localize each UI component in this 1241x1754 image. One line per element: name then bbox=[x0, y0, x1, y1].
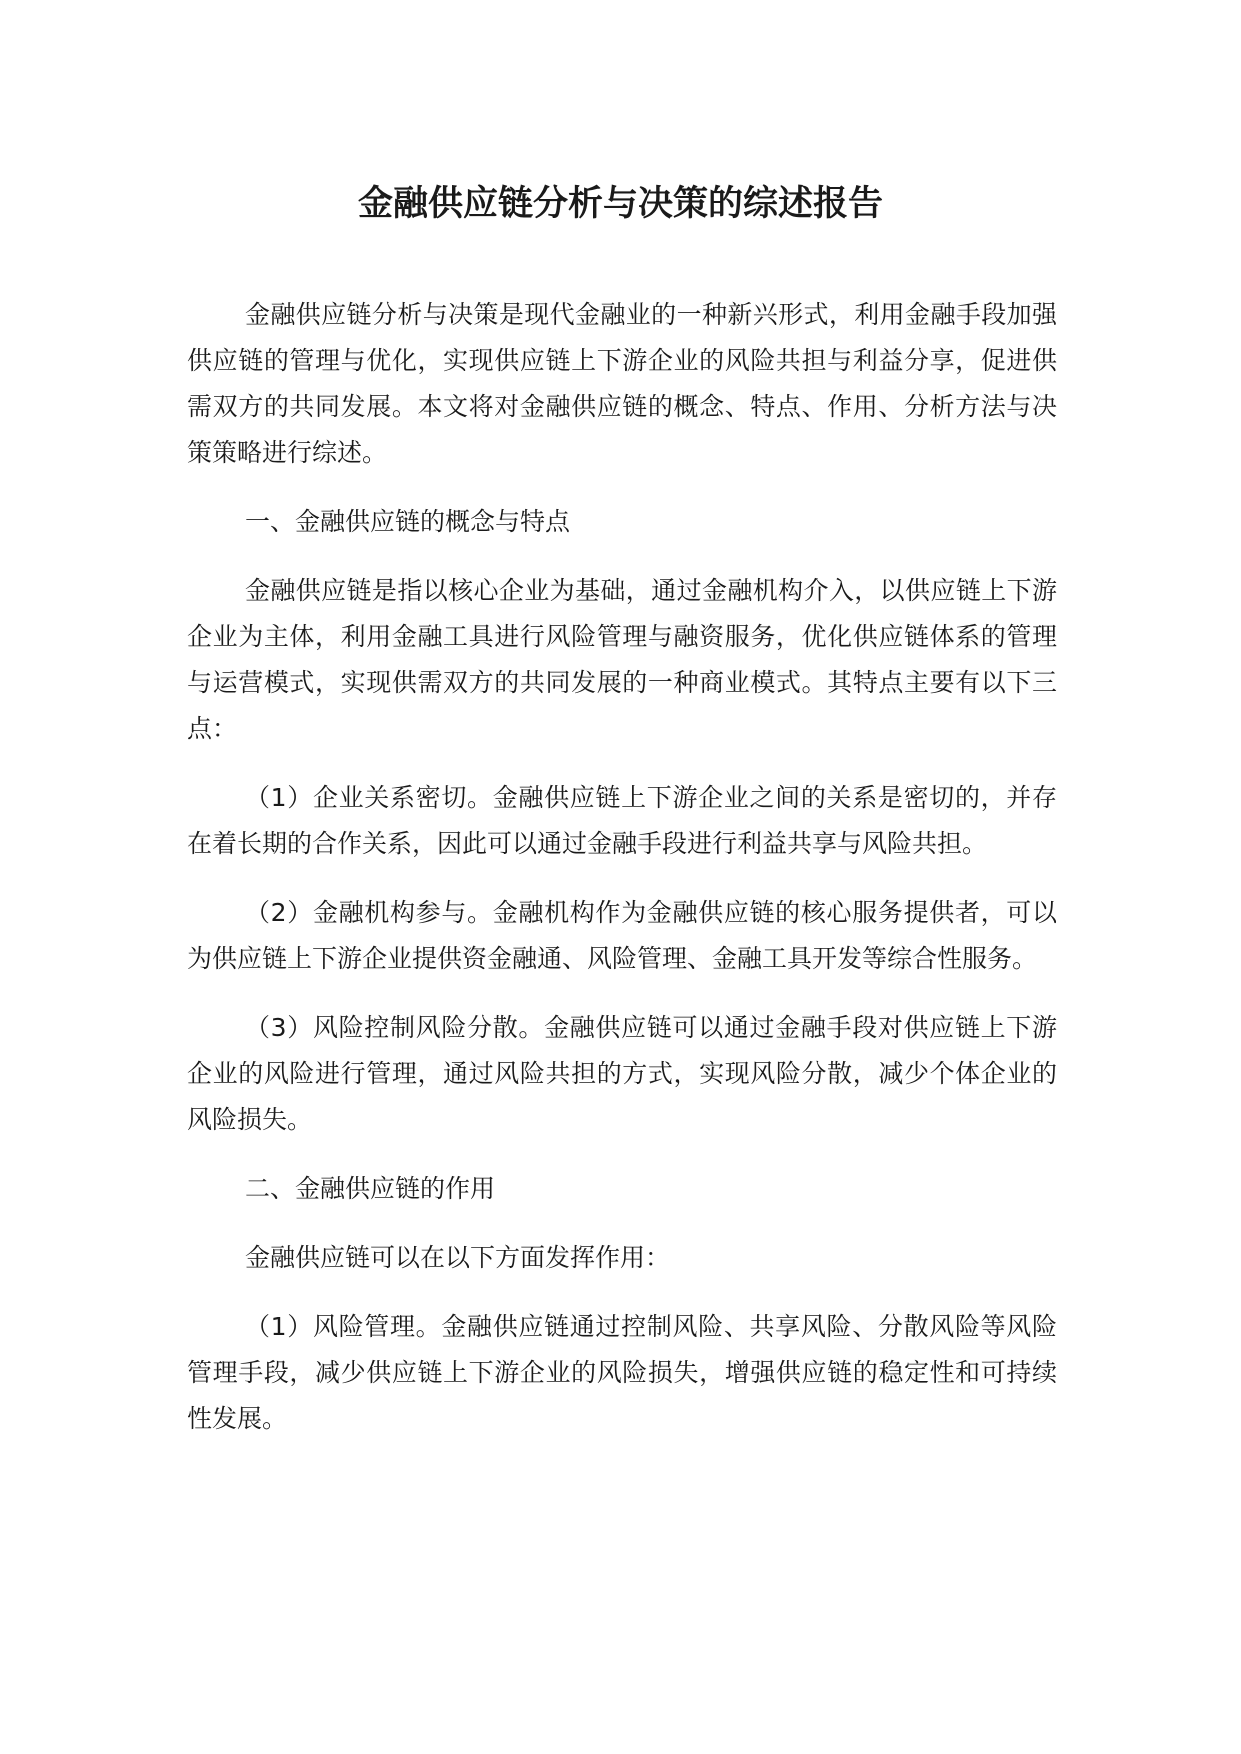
intro-paragraph: 金融供应链分析与决策是现代金融业的一种新兴形式，利用金融手段加强供应链的管理与优化，实现供应链上下游企业的风险共担与利益分享，促进供需双方的共同发展。本文将对金融供应链的概念、特点、作用、分析方法与决策策略进行综述。 bbox=[187, 300, 1057, 467]
role-item-1: （1）风险管理。金融供应链通过控制风险、共享风险、分散风险等风险管理手段，减少供应链上下游企业的风险损失，增强供应链的稳定性和可持续性发展。 bbox=[187, 1312, 1057, 1433]
document-title: 金融供应链分析与决策的综述报告 bbox=[357, 184, 883, 224]
feature-item-1: （1）企业关系密切。金融供应链上下游企业之间的关系是密切的，并存在着长期的合作关系，因此可以通过金融手段进行利益共享与风险共担。 bbox=[187, 783, 1057, 858]
feature-item-3: （3）风险控制风险分散。金融供应链可以通过金融手段对供应链上下游企业的风险进行管理，通过风险共担的方式，实现风险分散，减少个体企业的风险损失。 bbox=[187, 1013, 1057, 1134]
section-heading-1: 一、金融供应链的概念与特点 bbox=[245, 507, 571, 536]
document-body bbox=[187, 292, 1057, 1465]
concept-paragraph: 金融供应链是指以核心企业为基础，通过金融机构介入，以供应链上下游企业为主体，利用金融工具进行风险管理与融资服务，优化供应链体系的管理与运营模式，实现供需双方的共同发展的一种商业模式。其特点主要有以下三点： bbox=[187, 576, 1057, 743]
feature-item-2: （2）金融机构参与。金融机构作为金融供应链的核心服务提供者，可以为供应链上下游企业提供资金融通、风险管理、金融工具开发等综合性服务。 bbox=[187, 898, 1057, 973]
role-intro-paragraph: 金融供应链可以在以下方面发挥作用： bbox=[245, 1243, 671, 1272]
section-heading-2: 二、金融供应链的作用 bbox=[245, 1174, 496, 1203]
